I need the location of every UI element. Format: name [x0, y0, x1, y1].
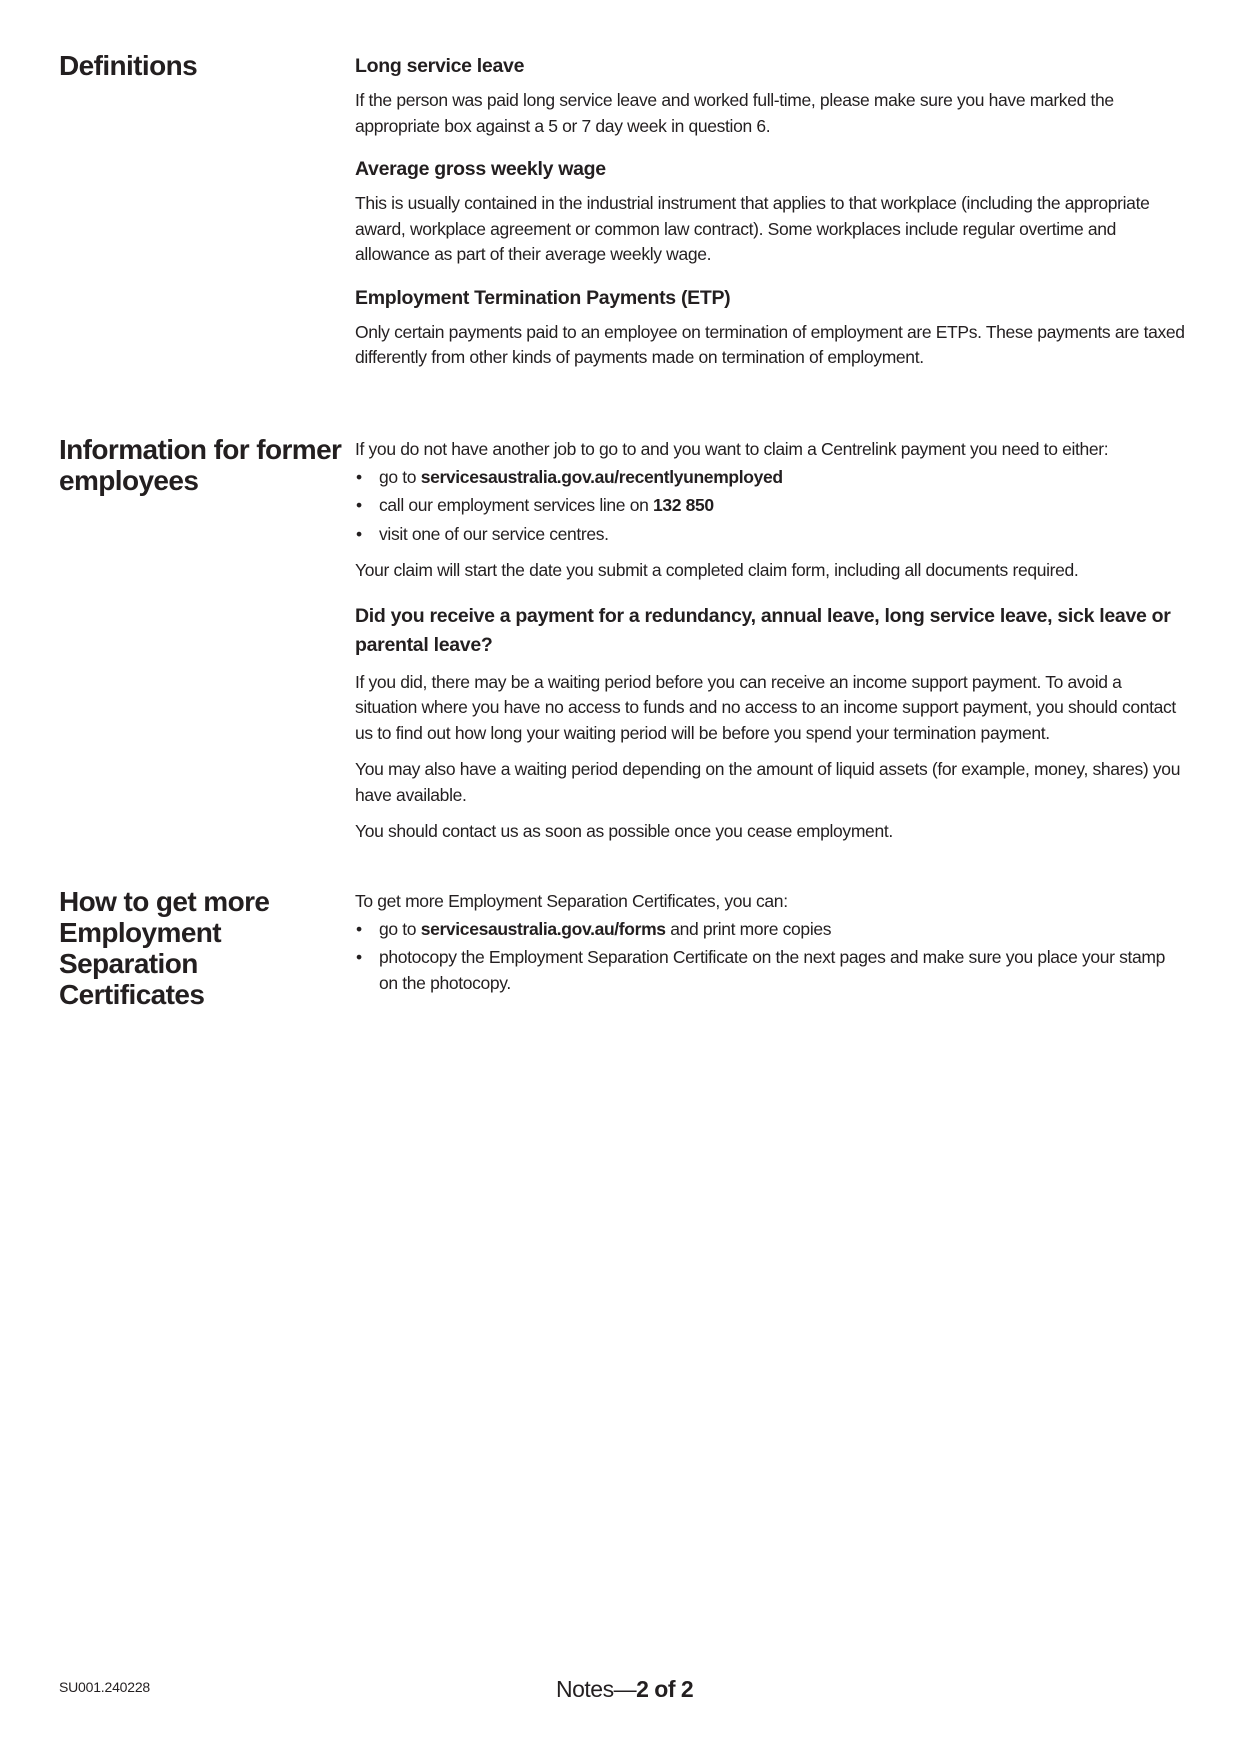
- bullet-icon: •: [356, 947, 362, 967]
- former-employees-title: Information for former employees: [59, 434, 342, 496]
- form-code: SU001.240228: [59, 1679, 151, 1695]
- long-service-leave-heading: Long service leave: [355, 55, 525, 77]
- former-employees-body: [355, 437, 1185, 856]
- list-item: • go to servicesaustralia.gov.au/forms and print more copies: [355, 917, 1185, 943]
- payment-question-heading: Did you receive a payment for a redundancy, annual leave, long service leave, sick leave or parental leave?: [355, 604, 1171, 656]
- definitions-title: Definitions: [59, 50, 198, 81]
- list-item: • photocopy the Employment Separation Certificate on the next pages and make sure you place your stamp on the photocopy.: [356, 947, 1166, 993]
- list-item: • call our employment services line on 132 850: [355, 493, 1185, 519]
- forms-link[interactable]: servicesaustralia.gov.au/forms: [420, 918, 666, 939]
- etp-heading: Employment Termination Payments (ETP): [355, 286, 731, 309]
- list-item: • visit one of our service centres.: [355, 522, 1185, 548]
- contact-options-list: [355, 465, 1185, 548]
- recently-unemployed-link[interactable]: servicesaustralia.gov.au/recentlyunemployed: [420, 466, 783, 487]
- former-employees-intro: If you do not have another job to go to and you want to claim a Centrelink payment you need to either:: [355, 439, 1109, 459]
- employment-services-phone: 132 850: [652, 495, 714, 515]
- bullet-icon: •: [356, 466, 362, 487]
- definitions-body: [355, 54, 1185, 382]
- contact-us-text: You should contact us as soon as possible once you cease employment.: [355, 821, 893, 841]
- more-certificates-intro: To get more Employment Separation Certificates, you can:: [355, 891, 788, 911]
- liquid-assets-text: You may also have a waiting period depending on the amount of liquid assets (for example, money, shares) you have available.: [355, 759, 1181, 805]
- average-weekly-wage-heading: Average gross weekly wage: [355, 158, 606, 180]
- list-item: • go to servicesaustralia.gov.au/recentlyunemployed: [355, 465, 1185, 491]
- etp-text: Only certain payments paid to an employee on termination of employment are ETPs. These payments are taxed differently from other kinds of payments made on termination of employment.: [355, 321, 1185, 367]
- page-number: Notes—2 of 2: [556, 1676, 694, 1702]
- more-certificates-body: [355, 889, 1185, 1007]
- certificate-options-list: [355, 917, 1185, 997]
- more-certificates-title: How to get more Employment Separation Certificates: [59, 886, 270, 1010]
- bullet-icon: •: [356, 495, 362, 515]
- average-weekly-wage-text: This is usually contained in the industrial instrument that applies to that workplace (including the appropriate award, workplace agreement or common law contract). Some workplaces include regular overtime and allowance as part of their average weekly wage.: [355, 193, 1150, 264]
- bullet-icon: •: [356, 918, 362, 939]
- bullet-icon: •: [356, 523, 362, 544]
- claim-start-text: Your claim will start the date you submit a completed claim form, including all documents required.: [355, 560, 1079, 580]
- waiting-period-text: If you did, there may be a waiting period before you can receive an income support payment. To avoid a situation where you have no access to funds and no access to an income support payment, you should contact us to find out how long your waiting period will be before you spend your termination payment.: [355, 671, 1176, 743]
- long-service-leave-text: If the person was paid long service leave and worked full-time, please make sure you have marked the appropriate box against a 5 or 7 day week in question 6.: [355, 90, 1114, 136]
